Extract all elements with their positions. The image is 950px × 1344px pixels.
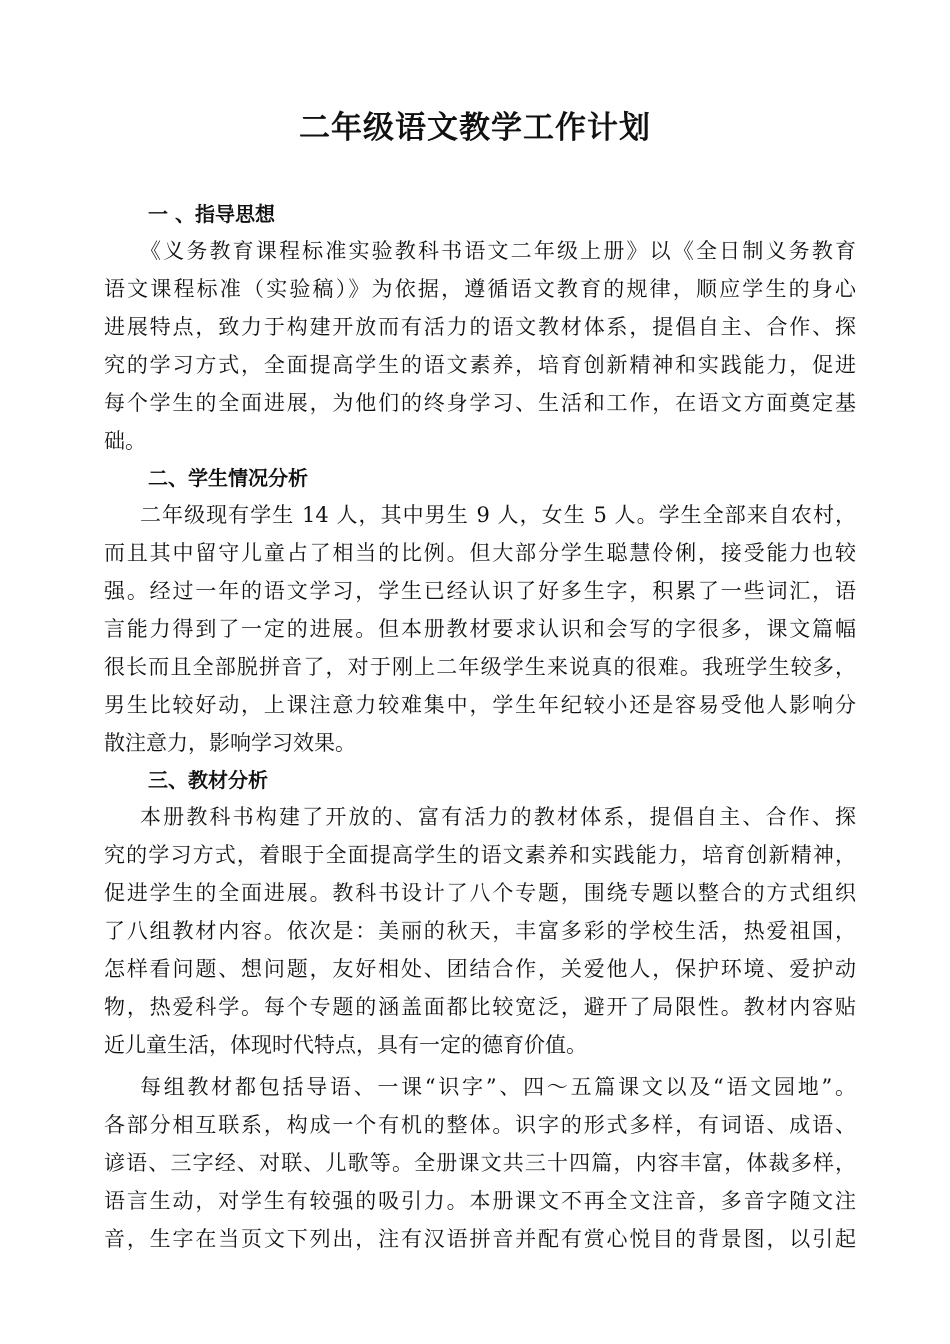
- text-line: 物，热爱科学。每个专题的涵盖面都比较宽泛，避开了局限性。教材内容贴: [104, 995, 856, 1019]
- text-line: 语文课程标准（实验稿）》为依据，遵循语文教育的规律，顺应学生的身心: [104, 277, 856, 301]
- paragraph: [104, 798, 856, 1064]
- text-line: 进展特点，致力于构建开放而有活力的语文教材体系，提倡自主、合作、探: [104, 315, 856, 339]
- document-title: 二年级语文教学工作计划: [299, 110, 651, 146]
- section-heading-guiding-ideology: 一 、指导思想: [148, 202, 275, 226]
- text-line: 究的学习方式，着眼于全面提高学生的语文素养和实践能力，培育创新精神，: [104, 843, 856, 867]
- text-line: 而且其中留守儿童占了相当的比例。但大部分学生聪慧伶俐，接受能力也较: [104, 541, 856, 565]
- text-line: 言能力得到了一定的进展。但本册教材要求认识和会写的字很多，课文篇幅: [104, 617, 856, 641]
- text-line: 语言生动，对学生有较强的吸引力。本册课文不再全文注音，多音字随文注: [104, 1189, 856, 1213]
- text-line: 怎样看问题、想问题，友好相处、团结合作，关爱他人，保护环境、爱护动: [104, 957, 856, 981]
- text-line: 音，生字在当页文下列出，注有汉语拼音并配有赏心悦目的背景图，以引起: [104, 1227, 856, 1251]
- text-line: 了八组教材内容。依次是：美丽的秋天，丰富多彩的学校生活，热爱祖国，: [104, 919, 856, 943]
- paragraph: [104, 496, 856, 762]
- paragraph: [104, 232, 856, 460]
- text-line: 强。经过一年的语文学习，学生已经认识了好多生字，积累了一些词汇，语: [104, 579, 856, 603]
- text-line: 每个学生的全面进展，为他们的终身学习、生活和工作，在语文方面奠定基: [104, 391, 856, 415]
- document-body: [104, 196, 856, 1258]
- section-heading-textbook-analysis: 三、教材分析: [148, 768, 268, 792]
- text-line: 散注意力，影响学习效果。: [104, 731, 356, 755]
- text-line: 每组教材都包括导语、一课“识字”、四～五篇课文以及“语文园地”。: [140, 1075, 856, 1099]
- text-line: 二年级现有学生 14 人，其中男生 9 人，女生 5 人。学生全部来自农村，: [140, 503, 856, 527]
- text-line: 谚语、三字经、对联、儿歌等。全册课文共三十四篇，内容丰富，体裁多样，: [104, 1151, 856, 1175]
- text-line: 础。: [104, 429, 146, 453]
- text-line: 各部分相互联系，构成一个有机的整体。识字的形式多样，有词语、成语、: [104, 1113, 856, 1137]
- section-heading-student-analysis: 二、学生情况分析: [148, 466, 308, 490]
- text-line: 究的学习方式，全面提高学生的语文素养，培育创新精神和实践能力，促进: [104, 353, 856, 377]
- text-line: 本册教科书构建了开放的、富有活力的教材体系，提倡自主、合作、探: [140, 805, 856, 829]
- text-line: 男生比较好动，上课注意力较难集中，学生年纪较小还是容易受他人影响分: [104, 693, 856, 717]
- text-line: 促进学生的全面进展。教科书设计了八个专题，围绕专题以整合的方式组织: [104, 881, 856, 905]
- text-line: 近儿童生活，体现时代特点，具有一定的德育价值。: [104, 1033, 587, 1057]
- text-line: 很长而且全部脱拼音了，对于刚上二年级学生来说真的很难。我班学生较多，: [104, 655, 856, 679]
- text-line: 《义务教育课程标准实验教科书语文二年级上册》以《全日制义务教育: [140, 239, 856, 263]
- paragraph: [104, 1068, 856, 1258]
